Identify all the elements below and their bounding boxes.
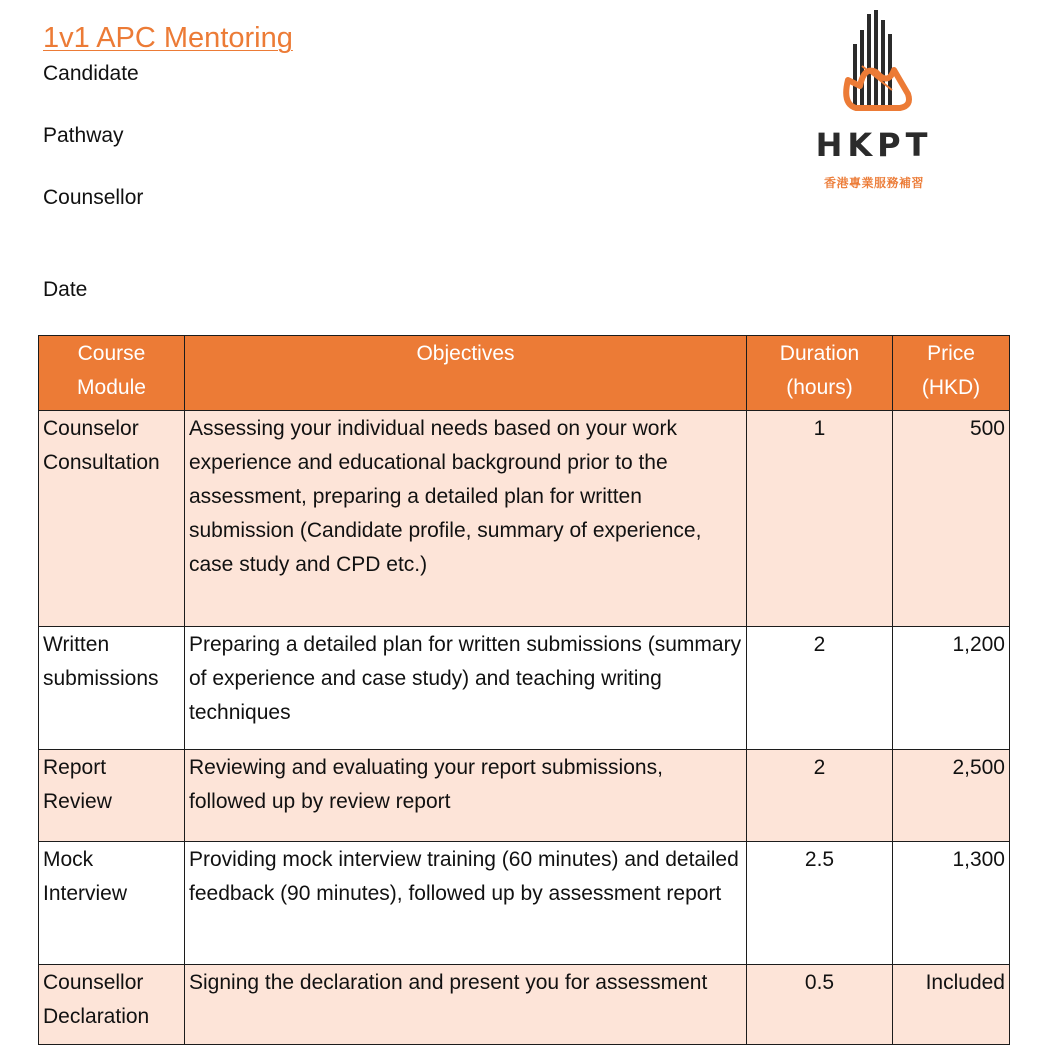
- table-row: [39, 411, 1010, 627]
- duration-cell: 2: [747, 627, 893, 750]
- pathway-label: Pathway: [43, 124, 124, 147]
- module-cell: Report Review: [39, 750, 185, 842]
- header-price: Price (HKD): [893, 336, 1010, 411]
- header-objectives: Objectives: [185, 336, 747, 411]
- objectives-cell: Reviewing and evaluating your report submissions, followed up by review report: [185, 750, 747, 842]
- module-cell: Counsellor Declaration: [39, 965, 185, 1045]
- module-cell: Counselor Consultation: [39, 411, 185, 627]
- price-cell: 500: [893, 411, 1010, 627]
- objectives-cell: Signing the declaration and present you for assessment: [185, 965, 747, 1045]
- table-row: [39, 750, 1010, 842]
- header-duration: Duration (hours): [747, 336, 893, 411]
- document-title: 1v1 APC Mentoring: [43, 22, 293, 54]
- logo-name: HKPT: [815, 126, 933, 164]
- price-cell: 2,500: [893, 750, 1010, 842]
- table-header-row: [39, 336, 1010, 411]
- date-label: Date: [43, 278, 88, 301]
- objectives-cell: Providing mock interview training (60 minutes) and detailed feedback (90 minutes), followed up by assessment report: [185, 842, 747, 965]
- counsellor-label: Counsellor: [43, 186, 144, 209]
- price-cell: 1,300: [893, 842, 1010, 965]
- objectives-cell: Preparing a detailed plan for written submissions (summary of experience and case study) and teaching writing techniques: [185, 627, 747, 750]
- table-row: [39, 965, 1010, 1045]
- duration-cell: 1: [747, 411, 893, 627]
- course-table: [38, 335, 1010, 1045]
- module-cell: Mock Interview: [39, 842, 185, 965]
- hkpt-logo: [812, 8, 942, 193]
- price-cell: 1,200: [893, 627, 1010, 750]
- building-icon: [812, 8, 936, 120]
- duration-cell: 0.5: [747, 965, 893, 1045]
- table-row: [39, 842, 1010, 965]
- table-row: [39, 627, 1010, 750]
- objectives-cell: Assessing your individual needs based on your work experience and educational background prior to the assessment, preparing a detailed plan for written submission (Candidate profile, summary of experience, case study and CPD etc.): [185, 411, 747, 627]
- module-cell: Written submissions: [39, 627, 185, 750]
- header-course-module: Course Module: [39, 336, 185, 411]
- logo-subtitle: 香港專業服務補習: [823, 176, 924, 190]
- price-cell: Included: [893, 965, 1010, 1045]
- duration-cell: 2.5: [747, 842, 893, 965]
- candidate-label: Candidate: [43, 62, 139, 85]
- duration-cell: 2: [747, 750, 893, 842]
